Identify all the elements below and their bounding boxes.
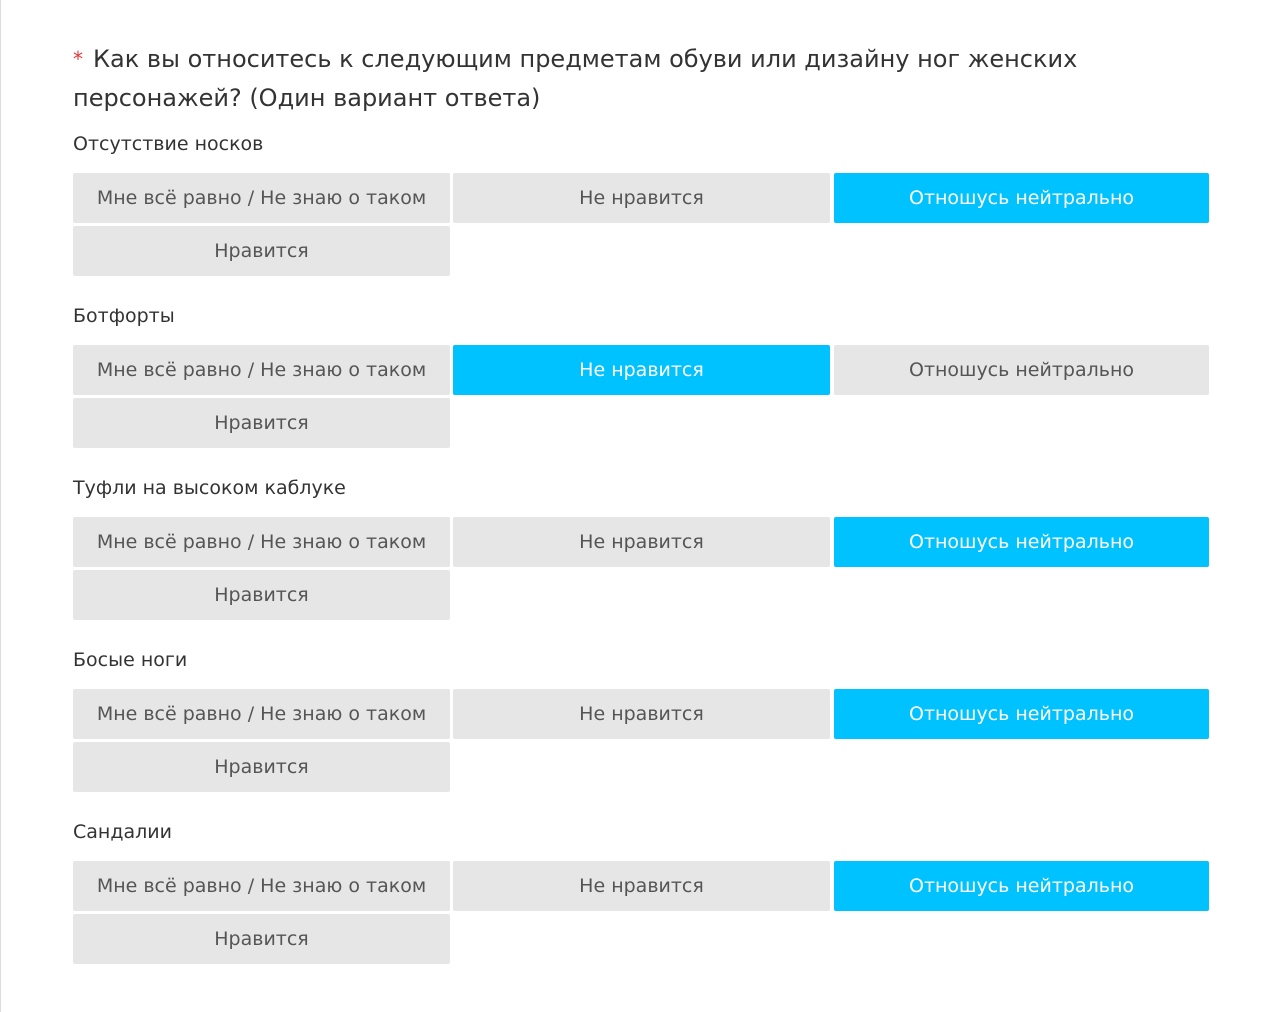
option-like-button[interactable]: Нравится (73, 914, 450, 964)
option-neutral-button[interactable]: Отношусь нейтрально (834, 861, 1209, 911)
matrix-row (73, 296, 1209, 468)
matrix-rows (73, 124, 1209, 984)
option-neutral-button[interactable]: Отношусь нейтрально (834, 517, 1209, 567)
matrix-row (73, 124, 1209, 296)
option-neutral-button[interactable]: Отношусь нейтрально (834, 689, 1209, 739)
option-neutral-button[interactable]: Отношусь нейтрально (834, 173, 1209, 223)
question-title (73, 40, 1213, 118)
row-label: Отсутствие носков (73, 133, 264, 155)
option-neutral-button[interactable]: Отношусь нейтрально (834, 345, 1209, 395)
question-text: Как вы относитесь к следующим предметам обуви или дизайну ног женских персонажей? (Один вариант ответа) (73, 45, 1078, 112)
matrix-row (73, 468, 1209, 640)
option-dont-care-button[interactable]: Мне всё равно / Не знаю о таком (73, 345, 450, 395)
matrix-row (73, 812, 1209, 984)
page-left-border (0, 0, 1, 1012)
option-dislike-button[interactable]: Не нравится (453, 173, 830, 223)
option-dislike-button[interactable]: Не нравится (453, 345, 830, 395)
option-dislike-button[interactable]: Не нравится (453, 861, 830, 911)
option-like-button[interactable]: Нравится (73, 226, 450, 276)
row-label: Босые ноги (73, 649, 188, 671)
option-dont-care-button[interactable]: Мне всё равно / Не знаю о таком (73, 689, 450, 739)
option-dont-care-button[interactable]: Мне всё равно / Не знаю о таком (73, 517, 450, 567)
option-like-button[interactable]: Нравится (73, 398, 450, 448)
option-dislike-button[interactable]: Не нравится (453, 517, 830, 567)
option-dislike-button[interactable]: Не нравится (453, 689, 830, 739)
row-label: Ботфорты (73, 305, 175, 327)
row-label: Сандалии (73, 821, 172, 843)
option-dont-care-button[interactable]: Мне всё равно / Не знаю о таком (73, 173, 450, 223)
row-label: Туфли на высоком каблуке (73, 477, 346, 499)
required-asterisk: * (73, 47, 83, 71)
option-like-button[interactable]: Нравится (73, 570, 450, 620)
matrix-row (73, 640, 1209, 812)
option-like-button[interactable]: Нравится (73, 742, 450, 792)
option-dont-care-button[interactable]: Мне всё равно / Не знаю о таком (73, 861, 450, 911)
